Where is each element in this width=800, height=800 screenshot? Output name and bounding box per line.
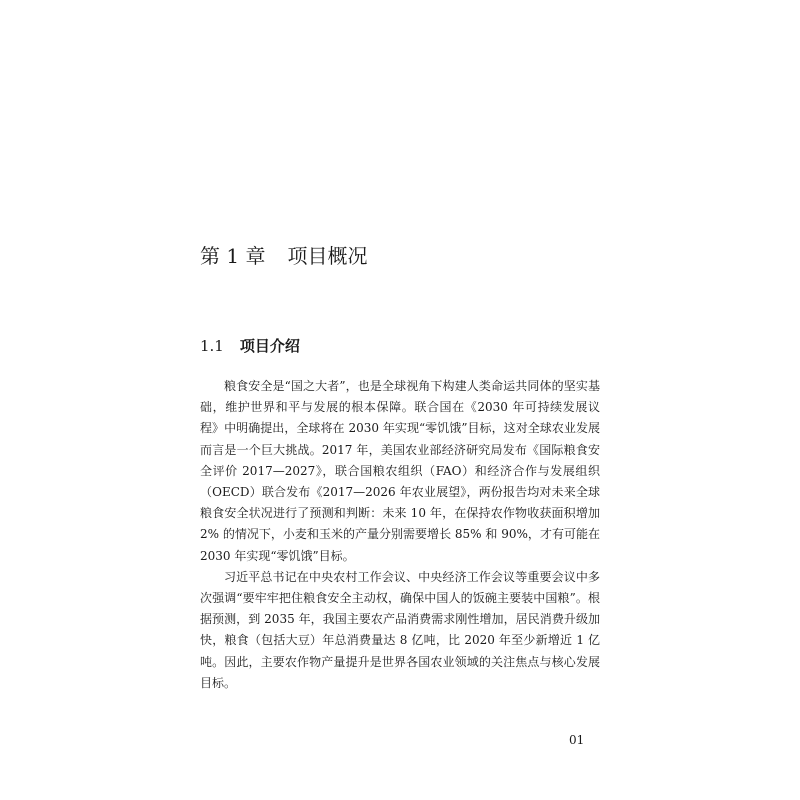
page-number: 01	[569, 733, 585, 747]
section-number: 1.1	[200, 337, 224, 355]
chapter-number: 第 1 章	[200, 244, 266, 268]
paragraph-1: 粮食安全是“国之大者”，也是全球视角下构建人类命运共同体的坚实基础，维护世界和平与发展的根本保障。联合国在《2030 年可持续发展议程》中明确提出，全球将在 2030 年实现“零饥饿”目标，这对全球农业发展而言是一个巨大挑战。2017 年，美国农业部经济研究局发布《国际粮食安全评价 2017—2027》，联合国粮农组织（FAO）和经济合作与发展组织（OECD）联合发布《2017—2026 年农业展望》，两份报告均对未来全球粮食安全状况进行了预测和判断：未来 10 年，在保持农作物收获面积增加 2% 的情况下，小麦和玉米的产量分别需要增长 85% 和 90%，才有可能在 2030 年实现“零饥饿”目标。	[200, 379, 600, 563]
section-title: 项目介绍	[239, 337, 300, 355]
paragraph-2: 习近平总书记在中央农村工作会议、中央经济工作会议等重要会议中多次强调“要牢牢把住粮食安全主动权，确保中国人的饭碗主要装中国粮”。根据预测，到 2035 年，我国主要农产品消费需求刚性增加，居民消费升级加快，粮食（包括大豆）年总消费量达 8 亿吨，比 2020 年至少新增近 1 亿吨。因此，主要农作物产量提升是世界各国农业领域的关注焦点与核心发展目标。	[200, 569, 600, 690]
section-heading	[200, 335, 300, 356]
body-text	[200, 376, 600, 694]
chapter-title: 项目概况	[287, 244, 368, 268]
chapter-heading	[200, 240, 367, 269]
